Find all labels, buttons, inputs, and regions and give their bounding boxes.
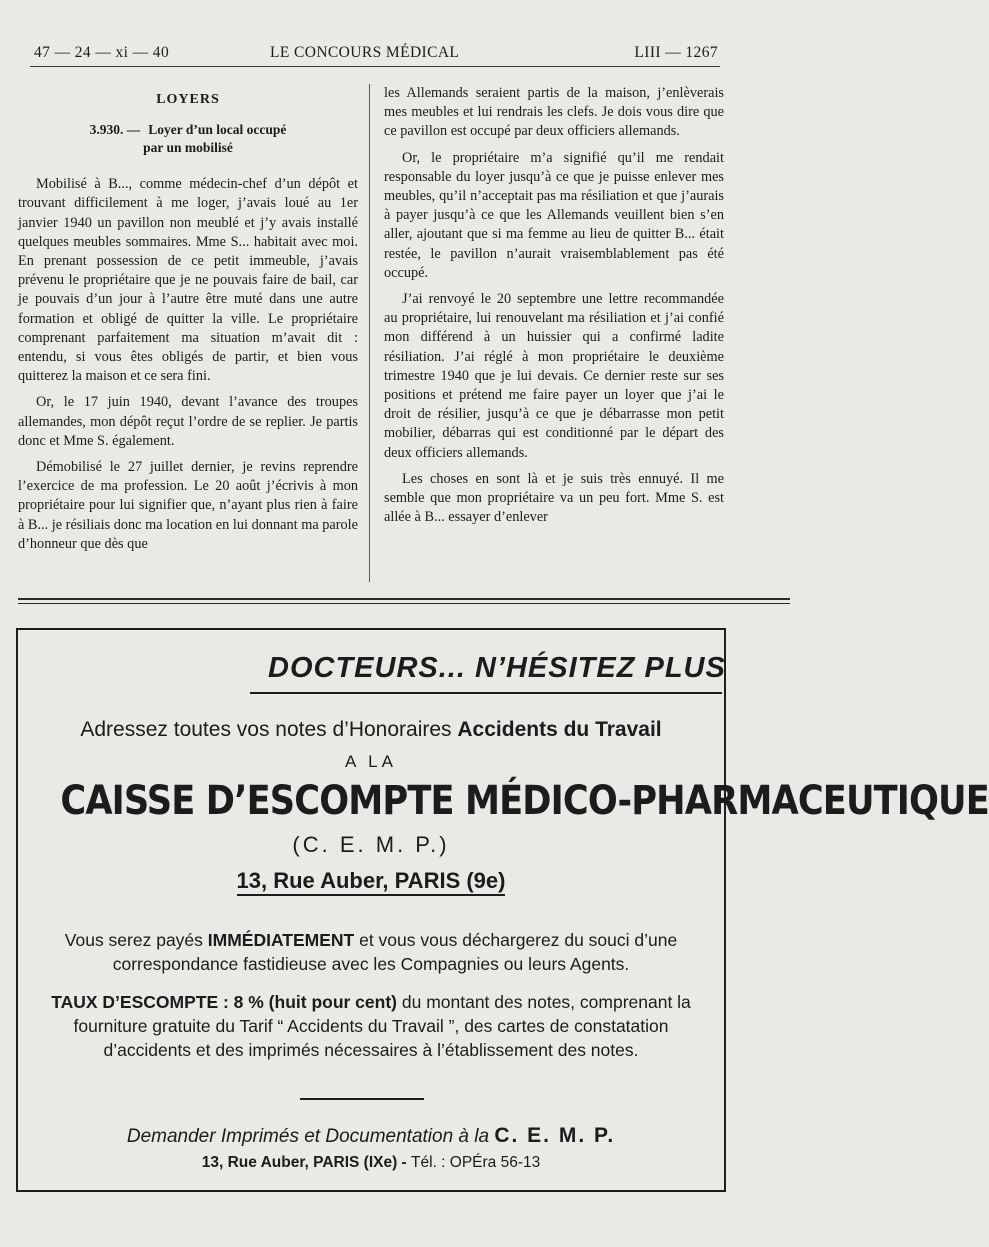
ad-intro-line — [18, 718, 724, 742]
advertisement-box — [16, 628, 989, 1192]
paragraph: Mobilisé à B..., comme médecin-chef d’un dépôt et trouvant difficilement à me loger, j’avais loué au 1er janvier 1940 un pavillon non meublé et j’y avais installé quelques meubles sommaires. Mme S... habitait avec moi. En prenant possession de ce petit immeuble, j’avais prévenu le propriétaire que je ne pouvais faire de bail, car je pouvais d’un jour à l’autre être muté dans une autre formation et obligé de quitter la ville. Le propriétaire comprenant parfaitement ma situation m’avait dit : entendu, si vous êtes obligés de partir, et bien vous quitterez la maison et ce sera fini. — [18, 176, 358, 385]
ad-rate: TAUX D’ESCOMPTE : 8 % (huit pour cent) — [51, 992, 397, 1012]
section-title: LOYERS — [156, 92, 220, 107]
article-column-left — [18, 84, 358, 561]
article-number: 3.930. — — [89, 122, 141, 138]
ad-headline: DOCTEURS... N’HÉSITEZ PLUS — [268, 652, 726, 684]
header-page-number: LIII — 1267 — [634, 44, 718, 61]
column-divider — [369, 84, 370, 582]
ad-company-name: CAISSE D’ESCOMPTE MÉDICO-PHARMACEUTIQUE — [60, 778, 989, 824]
ad-text: et vous vous déchargerez du souci d’une correspondance fastidieuse avec les Compagnies ou leurs Agents. — [112, 930, 678, 974]
ad-company-abbr: (C. E. M. P.) — [292, 832, 450, 857]
ad-headline-rule — [250, 692, 722, 694]
ad-footer-address: 13, Rue Auber, PARIS (IXe) - — [201, 1154, 412, 1171]
article-title-line1: Loyer d’un local occupé — [148, 122, 287, 138]
ad-intro-emphasis: Accidents du Travail — [457, 718, 662, 741]
header-issue-ref: 47 — 24 — xi — 40 — [34, 44, 170, 61]
running-header — [34, 44, 718, 66]
ad-paragraph-rate — [32, 990, 710, 1062]
article-column-right — [384, 84, 724, 534]
paragraph: Or, le 17 juin 1940, devant l’avance des troupes allemandes, mon dépôt reçut l’ordre de se replier. Je partis donc et Mme S. également. — [18, 394, 358, 449]
ad-divider — [300, 1098, 424, 1100]
ad-footer-phone: Tél. : OPÉra 56-13 — [411, 1154, 541, 1171]
paragraph: J’ai renvoyé le 20 septembre une lettre recommandée au propriétaire, lui renouvelant ma résiliation et j’ai confié mon différend à un huissier qui a confirmé ladite résiliation. J’ai réglé à mon propriétaire le deuxième trimestre 1940 que je lui devais. Ce dernier reste sur ses positions et prétend me faire payer un loyer que j’ai le droit de résilier, jusqu’à ce que je débarrasse mon petit mobilier, débarras qui est conditionné par le départ des deux officiers allemands. — [384, 291, 724, 461]
ad-address — [18, 868, 724, 894]
ad-a-la: A LA — [345, 752, 397, 771]
header-journal-title: LE CONCOURS MÉDICAL — [270, 44, 460, 61]
paragraph: Or, le propriétaire m’a signifié qu’il me rendait responsable du loyer jusqu’à ce que je puisse enlever mes meubles, qu’il n’acceptait pas ma résiliation et que j’aurais à payer jusqu’à ce que les Allemands veuillent bien s’en aller, ajoutant que si ma femme au lieu de quitter B... était restée, le pavillon n’aurait vraisemblablement pas été occupé. — [384, 149, 724, 281]
ad-footer-italic: Demander Imprimés et Documentation à la — [126, 1126, 495, 1147]
header-rule — [30, 66, 720, 67]
section-separator — [18, 598, 790, 604]
ad-footer-line2 — [18, 1154, 724, 1172]
ad-footer-line1 — [18, 1124, 724, 1148]
paragraph: les Allemands seraient partis de la maison, j’enlèverais mes meubles et lui rendrais les clefs. Je dois vous dire que ce pavillon est occupé par deux officiers allemands. — [384, 85, 724, 140]
article-title-line2: par un mobilisé — [143, 140, 233, 156]
ad-text-bold: IMMÉDIATEMENT — [207, 930, 355, 950]
ad-footer-cemp: C. E. M. P. — [494, 1124, 616, 1147]
paragraph: Les choses en sont là et je suis très ennuyé. Il me semble que mon propriétaire va un peu fort. Mme S. est allée à B... essayer d’enlever — [384, 470, 724, 526]
paragraph: Démobilisé le 27 juillet dernier, je revins reprendre l’exercice de ma profession. Le 20 août j’écrivis à mon propriétaire pour lui signifier que, n’ayant plus rien à faire à B... je résiliais donc ma location en lui donnant ma parole d’honneur que dès que — [18, 459, 358, 552]
ad-address-text: 13, Rue Auber, PARIS (9e) — [237, 868, 506, 896]
article-heading — [18, 121, 358, 157]
ad-text: Vous serez payés — [64, 930, 208, 950]
ad-intro-text: Adressez toutes vos notes d’Honoraires — [80, 718, 458, 741]
ad-paragraph-payment — [32, 928, 710, 976]
ad-text: du montant des notes, comprenant la fourniture gratuite du Tarif “ Accidents du Travail ”, des cartes de constatation d’accidents et des imprimés nécessaires à l’établissement des notes. — [73, 992, 691, 1060]
